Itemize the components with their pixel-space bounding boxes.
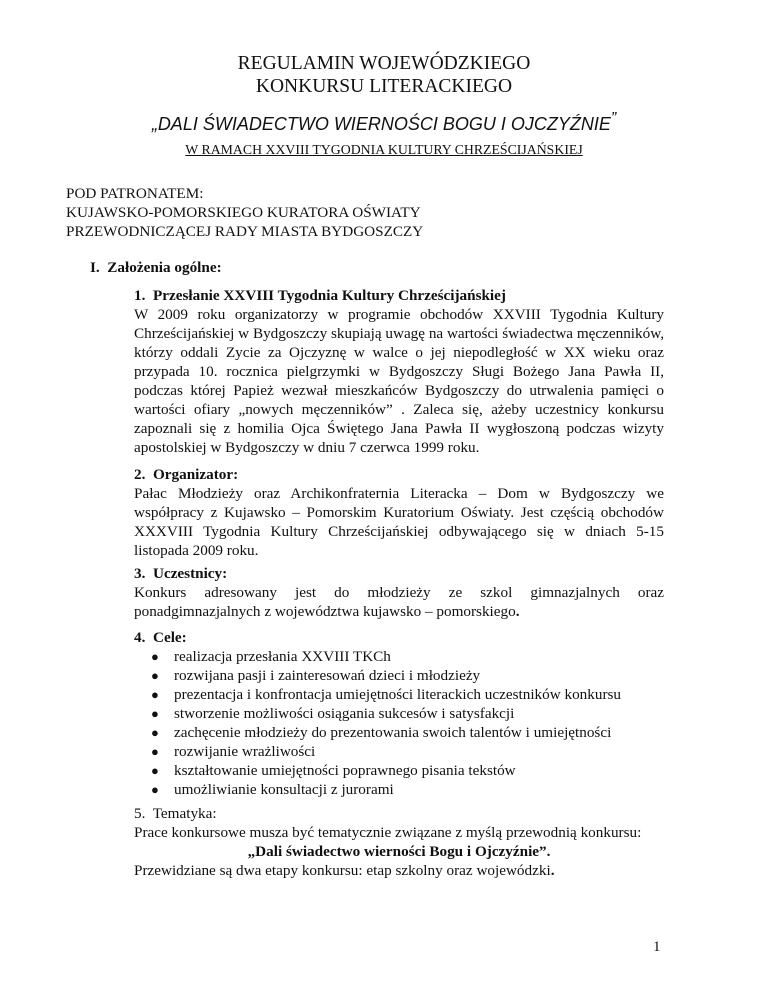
contest-motto [0,110,768,135]
item-message [134,286,664,457]
list-item: ● stworzenie możliwości osiągania sukcesów i satysfakcji [151,705,515,722]
list-item: ● rozwijanie wrażliwości [151,743,316,760]
item-goals-heading: 4. Cele: [134,629,187,646]
item-topic-theme: „Dali świadectwo wierności Bogu i Ojczyźnie”. [247,843,551,860]
bullet-icon: ● [151,668,159,683]
title-line-2: KONKURSU LITERACKIEGO [255,76,513,97]
bullet-icon: ● [151,706,159,721]
patronage-line-2: PRZEWODNICZĄCEJ RADY MIASTA BYDGOSZCZY [66,223,424,240]
bullet-icon: ● [151,649,159,664]
list-item: ● kształtowanie umiejętności poprawnego pisania tekstów [151,762,516,779]
list-item: ● prezentacja i konfrontacja umiejętności literackich uczestników konkursu [151,686,622,703]
motto-close-quote: ” [610,110,617,127]
item-topic-text-1: Prace konkursowe musza być tematycznie związane z myślą przewodnią konkursu: [134,824,642,841]
section-heading: I. Założenia ogólne: [90,259,222,276]
item-message-text: W 2009 roku organizatorzy w programie obchodów XXVIII Tygodnia Kultury Chrześcijańskiej w Bydgoszczy skupiają uwagę na wartości świadectwa męczenników, którzy oddali Zycie za Ojczyznę w walce o jej niepodległość w XX wieku oraz przypada 10. rocznica pielgrzymki w Bydgoszczy Sługi Bożego Jana Pawła II, podczas której Papież wezwał mieszkańców Bydgoszczy do utrwalenia pamięci o wartości ofiary „nowych męczenników” . Zaleca się, ażeby uczestnicy konkursu zapoznali się z homilia Ojca Świętego Jana Pawła II wygłoszoną podczas wizyty apostolskiej w Bydgoszczy w dniu 7 czerwca 1999 roku. [134,306,664,456]
item-goals [134,628,664,799]
item-organizer-text: Pałac Młodzieży oraz Archikonfraternia Literacka – Dom w Bydgoszczy we współpracy z Kujawsko – Pomorskim Kuratorium Oświaty. Jest częścią obchodów XXXVIII Tygodnia Kultury Chrześcijańskiej odbywającego się w dniach 5-15 listopada 2009 roku. [134,485,664,559]
item-message-heading: 1. Przesłanie XXVIII Tygodnia Kultury Chrześcijańskiej [134,287,506,304]
item-topic-heading: 5. Tematyka: [134,805,217,822]
motto-text: DALI ŚWIADECTWO WIERNOŚCI BOGU I OJCZYŹNIE [157,114,611,134]
item-participants-text-2-wrap [134,602,664,621]
item-participants-text-2: ponadgimnazjalnych z województwa kujawsko – pomorskiego [134,603,516,620]
list-item: ● zachęcenie młodzieży do prezentowania swoich talentów i umiejętności [151,724,612,741]
bullet-icon: ● [151,687,159,702]
patronage-label: POD PATRONATEM: [66,185,204,202]
item-topic-text-2-wrap [134,861,664,880]
item-participants [134,564,664,621]
item-organizer-heading: 2. Organizator: [134,466,239,483]
item-topic-end: . [550,862,555,879]
title-line-1: REGULAMIN WOJEWÓDZKIEGO [237,53,531,74]
item-participants-text-1: Konkurs adresowany jest do młodzieży ze szkol gimnazjalnych oraz [134,584,664,601]
item-organizer [134,465,664,560]
motto-open-quote: „ [151,114,158,134]
list-item: ● realizacja przesłania XXVIII TKCh [151,648,391,665]
bullet-icon: ● [151,782,159,797]
list-item: ● umożliwianie konsultacji z jurorami [151,781,394,798]
item-participants-end: . [515,603,520,620]
list-item: ● rozwijana pasji i zainteresowań dzieci i młodzieży [151,667,481,684]
bullet-icon: ● [151,744,159,759]
item-topic [134,804,664,880]
document-title [0,52,768,98]
bullet-icon: ● [151,763,159,778]
contest-context: W RAMACH XXVIII TYGODNIA KULTURY CHRZEŚCIJAŃSKIEJ [185,142,583,157]
page-number: 1 [653,939,661,955]
patronage-block [66,184,423,241]
patronage-line-1: KUJAWSKO-POMORSKIEGO KURATORA OŚWIATY [66,204,421,221]
item-topic-text-2: Przewidziane są dwa etapy konkursu: etap szkolny oraz wojewódzki [134,862,551,879]
item-participants-heading: 3. Uczestnicy: [134,565,228,582]
goals-list [134,647,664,799]
bullet-icon: ● [151,725,159,740]
